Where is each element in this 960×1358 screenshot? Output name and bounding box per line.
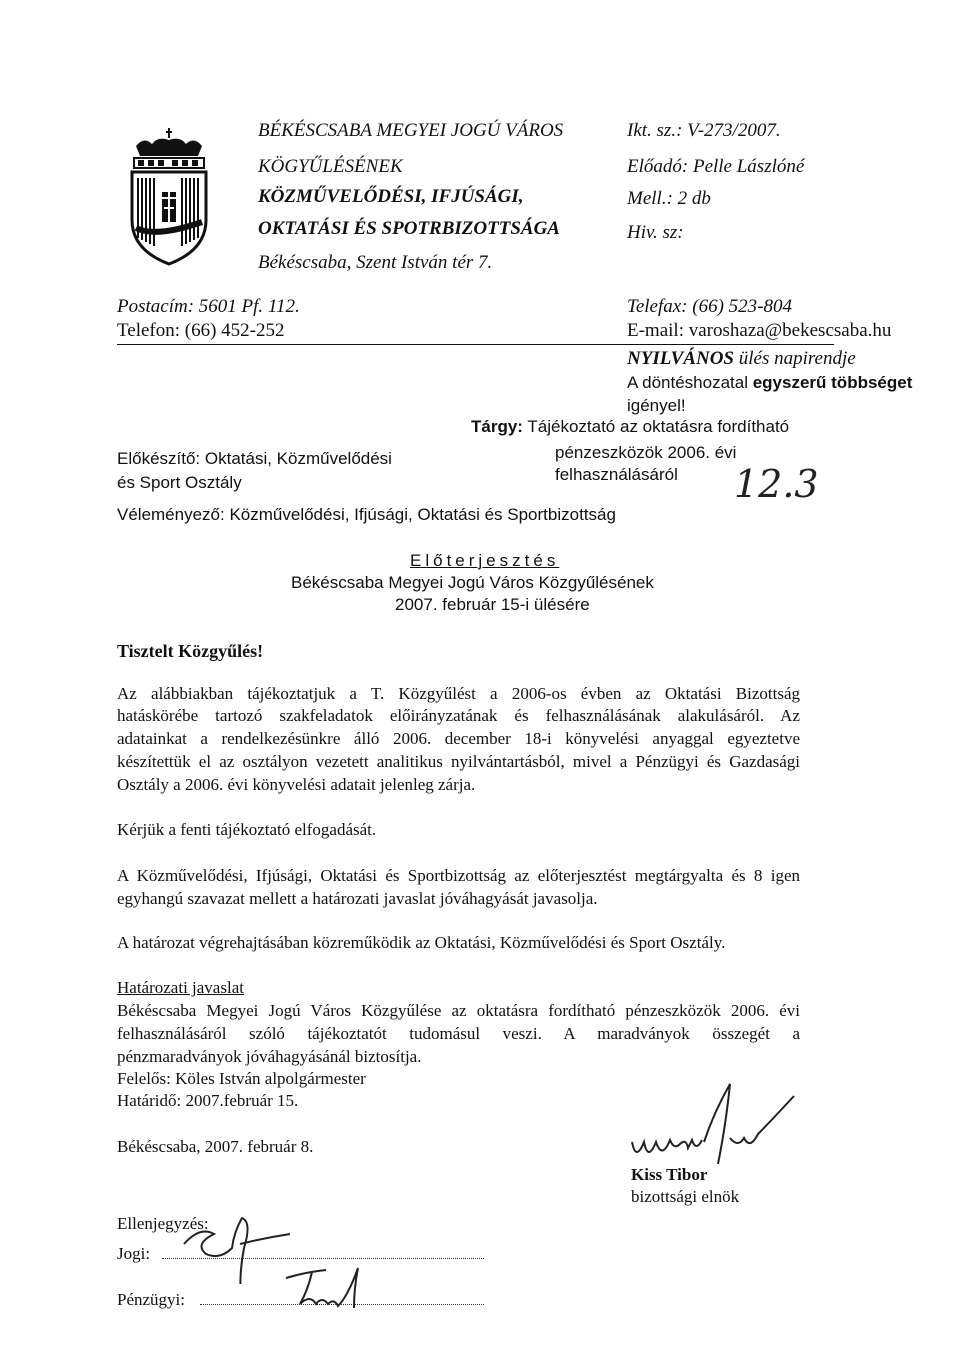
penzugyi-label: Pénzügyi: (117, 1290, 185, 1309)
paragraph-4: A határozat végrehajtásában közreműködik az Oktatási, Közművelődési és Sport Osztály. (117, 933, 726, 952)
targy-label: Tárgy: (471, 417, 523, 436)
org-address: Békéscsaba, Szent István tér 7. (258, 252, 493, 273)
ellenjegyzes-label: Ellenjegyzés: (117, 1214, 209, 1233)
resolution-line-1: Békéscsaba Megyei Jogú Város Közgyűlése az oktatásra fordítható pénzeszközök 2006. évi (117, 1001, 800, 1020)
targy-line-3: felhasználásáról (555, 465, 678, 484)
dontes-bold: egyszerű többséget (752, 373, 913, 392)
deadline: Határidő: 2007.február 15. (117, 1091, 299, 1110)
document-title: Előterjesztés (410, 551, 560, 570)
targy-line-2: pénzeszközök 2006. évi (555, 443, 737, 462)
signatory-role: bizottsági elnök (631, 1187, 740, 1206)
responsible: Felelős: Köles István alpolgármester (117, 1069, 366, 1088)
mell: Mell.: 2 db (627, 188, 711, 209)
resolution-line-2: felhasználásáról szóló tájékoztatót tudomásul veszi. A maradványok összegét a (117, 1024, 800, 1043)
targy-text-1: Tájékoztató az oktatásra fordítható (522, 417, 790, 436)
paragraph-1-line-4: készítettük el az osztályon vezetett analitikus nyilvántartásból, mivel a Pénzügyi és Gazdasági (117, 752, 800, 771)
igenyel: igényel! (627, 396, 686, 415)
nyilvanos-word: NYILVÁNOS (627, 348, 734, 369)
nyilvanos-line (627, 346, 856, 372)
postacim: Postacím: 5601 Pf. 112. (117, 296, 300, 317)
telefon: Telefon: (66) 452-252 (117, 320, 285, 341)
resolution-title: Határozati javaslat (117, 978, 244, 997)
signature-mark (622, 1082, 802, 1177)
resolution-line-3: pénzmaradványok jóváhagyásánál biztosítja. (117, 1047, 422, 1066)
eloado: Előadó: Pelle Lászlóné (627, 156, 805, 177)
date-line: Békéscsaba, 2007. február 8. (117, 1137, 314, 1156)
velemenyezo: Véleményező: Közművelődési, Ifjúsági, Oktatási és Sportbizottság (117, 505, 616, 524)
email: E-mail: varoshaza@bekescsaba.hu (627, 320, 892, 341)
penzugyi-signature-mark (282, 1264, 392, 1319)
paragraph-1-line-2: hatáskörébe tartozó szakfeladatok előirányzatának és felhasználásának alakulásáról. Az (117, 706, 800, 725)
title-line-2: Békéscsaba Megyei Jogú Város Közgyűlésének (291, 573, 654, 592)
header-rule (117, 344, 834, 345)
org-line-2: KÖGYŰLÉSÉNEK (258, 156, 403, 177)
org-line-1: BÉKÉSCSABA MEGYEI JOGÚ VÁROS (258, 120, 564, 141)
targy-line-1 (471, 414, 789, 440)
ikt-number: Ikt. sz.: V-273/2007. (627, 120, 781, 141)
org-line-3: KÖZMŰVELŐDÉSI, IFJÚSÁGI, (258, 186, 524, 207)
telefax: Telefax: (66) 523-804 (627, 296, 792, 317)
handwritten-agenda-number: 12.3 (734, 462, 819, 506)
paragraph-1-line-1: Az alábbiakban tájékoztatjuk a T. Közgyűlést a 2006-os évben az Oktatási Bizottság (117, 684, 800, 703)
paragraph-2: Kérjük a fenti tájékoztató elfogadását. (117, 820, 377, 839)
nyilvanos-rest: ülés napirendje (733, 348, 856, 369)
greeting: Tisztelt Közgyűlés! (117, 641, 264, 661)
coat-of-arms (126, 128, 212, 273)
paragraph-1-line-5: Osztály a 2006. évi könyvelési adatait jelenleg zárja. (117, 775, 476, 794)
org-line-4: OKTATÁSI ÉS SPOTRBIZOTTSÁGA (258, 218, 560, 239)
jogi-label: Jogi: (117, 1244, 151, 1263)
hiv-sz: Hiv. sz: (627, 222, 684, 243)
paragraph-3-line-1: A Közművelődési, Ifjúsági, Oktatási és Sportbizottság az előterjesztést megtárgyalta és 8 igen (117, 866, 800, 885)
paragraph-3-line-2: egyhangú szavazat mellett a határozati javaslat jóváhagyását javasolja. (117, 889, 598, 908)
signatory-name: Kiss Tibor (631, 1165, 708, 1184)
dontes-prefix: A döntéshozatal (627, 373, 753, 392)
paragraph-1-line-3: adatainkat a rendelkezésünkre álló 2006. december 18-i könyvelési anyaggal egyeztetve (117, 729, 800, 748)
elokeszito-line-2: és Sport Osztály (117, 473, 242, 492)
title-line-3: 2007. február 15-i ülésére (395, 595, 590, 614)
elokeszito-line-1: Előkészítő: Oktatási, Közművelődési (117, 449, 392, 468)
